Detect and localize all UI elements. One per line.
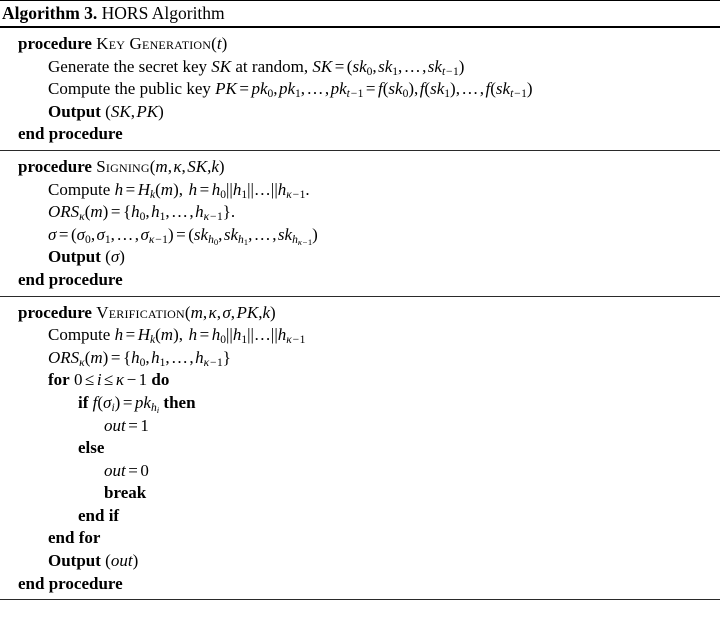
procedure-header: procedure Signing(m, κ, SK,k) xyxy=(18,156,225,176)
do-keyword: do xyxy=(151,370,170,390)
statement-assign-out-1: out = 1 xyxy=(104,415,149,435)
statement-end-for xyxy=(0,527,720,550)
end-for-keyword: end for xyxy=(48,528,101,548)
end-procedure-keyword: end procedure xyxy=(18,269,123,289)
statement-output-result: Output (out) xyxy=(48,551,139,571)
procedure-name: Signing xyxy=(96,156,150,176)
algorithm-caption xyxy=(0,1,720,25)
procedure-keyword: procedure xyxy=(18,156,92,176)
statement-break xyxy=(0,482,720,505)
statement-output-signature: Output (σ) xyxy=(48,247,125,267)
statement-if-condition: if $f(\sigma_i) = pk_{h_i}$ then xyxy=(78,392,196,416)
procedure-name: Verification xyxy=(96,302,185,322)
end-procedure-keyword: end procedure xyxy=(18,124,123,144)
procedure-header: procedure Verification(m, κ, σ, PK,k) xyxy=(18,302,276,322)
break-keyword: break xyxy=(104,483,147,503)
procedure-name: Key Generation xyxy=(96,34,212,53)
procedure-signing xyxy=(0,151,720,296)
caption-text: HORS Algorithm xyxy=(101,3,225,23)
statement-ors-set: $ORS_\kappa(m) = \{h_0$, $h_1$, … , $h_{\kappa-1}$}. xyxy=(48,202,236,224)
output-keyword: Output xyxy=(48,101,101,121)
end-procedure-keyword: end procedure xyxy=(18,573,123,593)
out-variable: out xyxy=(110,551,133,571)
procedure-keyword: procedure xyxy=(18,34,92,53)
output-keyword: Output xyxy=(48,551,101,571)
statement-ors-set: $ORS_\kappa(m) = \{h_0$, $h_1$, … , $h_{\kappa-1}$} xyxy=(48,347,231,369)
end-if-keyword: end if xyxy=(78,505,120,525)
if-keyword: if xyxy=(78,392,89,412)
compute-label: Compute xyxy=(48,179,111,199)
statement-for-loop: for 0 ≤ i ≤ κ − 1 do xyxy=(48,370,170,390)
statement-output-keypair: Output (SK, PK) xyxy=(48,101,164,121)
statement-generate-secret-key: Generate the secret key SK at random, SK = ($sk_0$, $sk_1$, … , $sk_{t-1}$) xyxy=(48,56,465,78)
procedure-footer xyxy=(0,123,720,146)
statement-assign-out-0: out = 0 xyxy=(104,460,149,480)
output-keyword: Output xyxy=(48,247,101,267)
out-variable: out xyxy=(104,415,126,435)
procedure-keyword: procedure xyxy=(18,302,92,322)
procedure-footer xyxy=(0,573,720,596)
out-variable: out xyxy=(104,460,126,480)
statement-end-if xyxy=(0,505,720,528)
procedure-footer xyxy=(0,269,720,292)
statement-signature: $\sigma = (\sigma_0$, $\sigma_1$, … , $\sigma_{\kappa-1}) = (sk_{h_0}$, $sk_{h_1}$, … , $sk_{h_{\kappa-1}}$) xyxy=(48,224,318,248)
generate-label: Generate the secret key xyxy=(48,56,208,76)
then-keyword: then xyxy=(163,392,196,412)
for-keyword: for xyxy=(48,370,70,390)
statement-compute-hash: Compute $h = H_k(m)$, $h = h_0||h_1||\dots||h_{\kappa-1}$. xyxy=(48,179,310,201)
bottom-rule xyxy=(0,599,720,600)
statement-else xyxy=(0,437,720,460)
else-keyword: else xyxy=(78,438,105,458)
procedure-key-generation xyxy=(0,28,720,150)
compute-public-label: Compute the public key xyxy=(48,79,211,99)
procedure-header: procedure Key Generation(t) xyxy=(18,34,228,53)
caption-label: Algorithm 3. xyxy=(2,3,98,23)
compute-label: Compute xyxy=(48,325,111,345)
procedure-verification xyxy=(0,297,720,600)
statement-compute-public-key: Compute the public key PK = $pk_0$, $pk_1$, … , $pk_{t-1} = f(sk_0)$, $f(sk_1)$, … , $f(sk_{t-1})$ xyxy=(48,79,533,101)
statement-compute-hash: Compute $h = H_k(m)$, $h = h_0||h_1||\dots||h_{\kappa-1}$ xyxy=(48,325,306,347)
at-random-label: at random, xyxy=(235,56,309,76)
